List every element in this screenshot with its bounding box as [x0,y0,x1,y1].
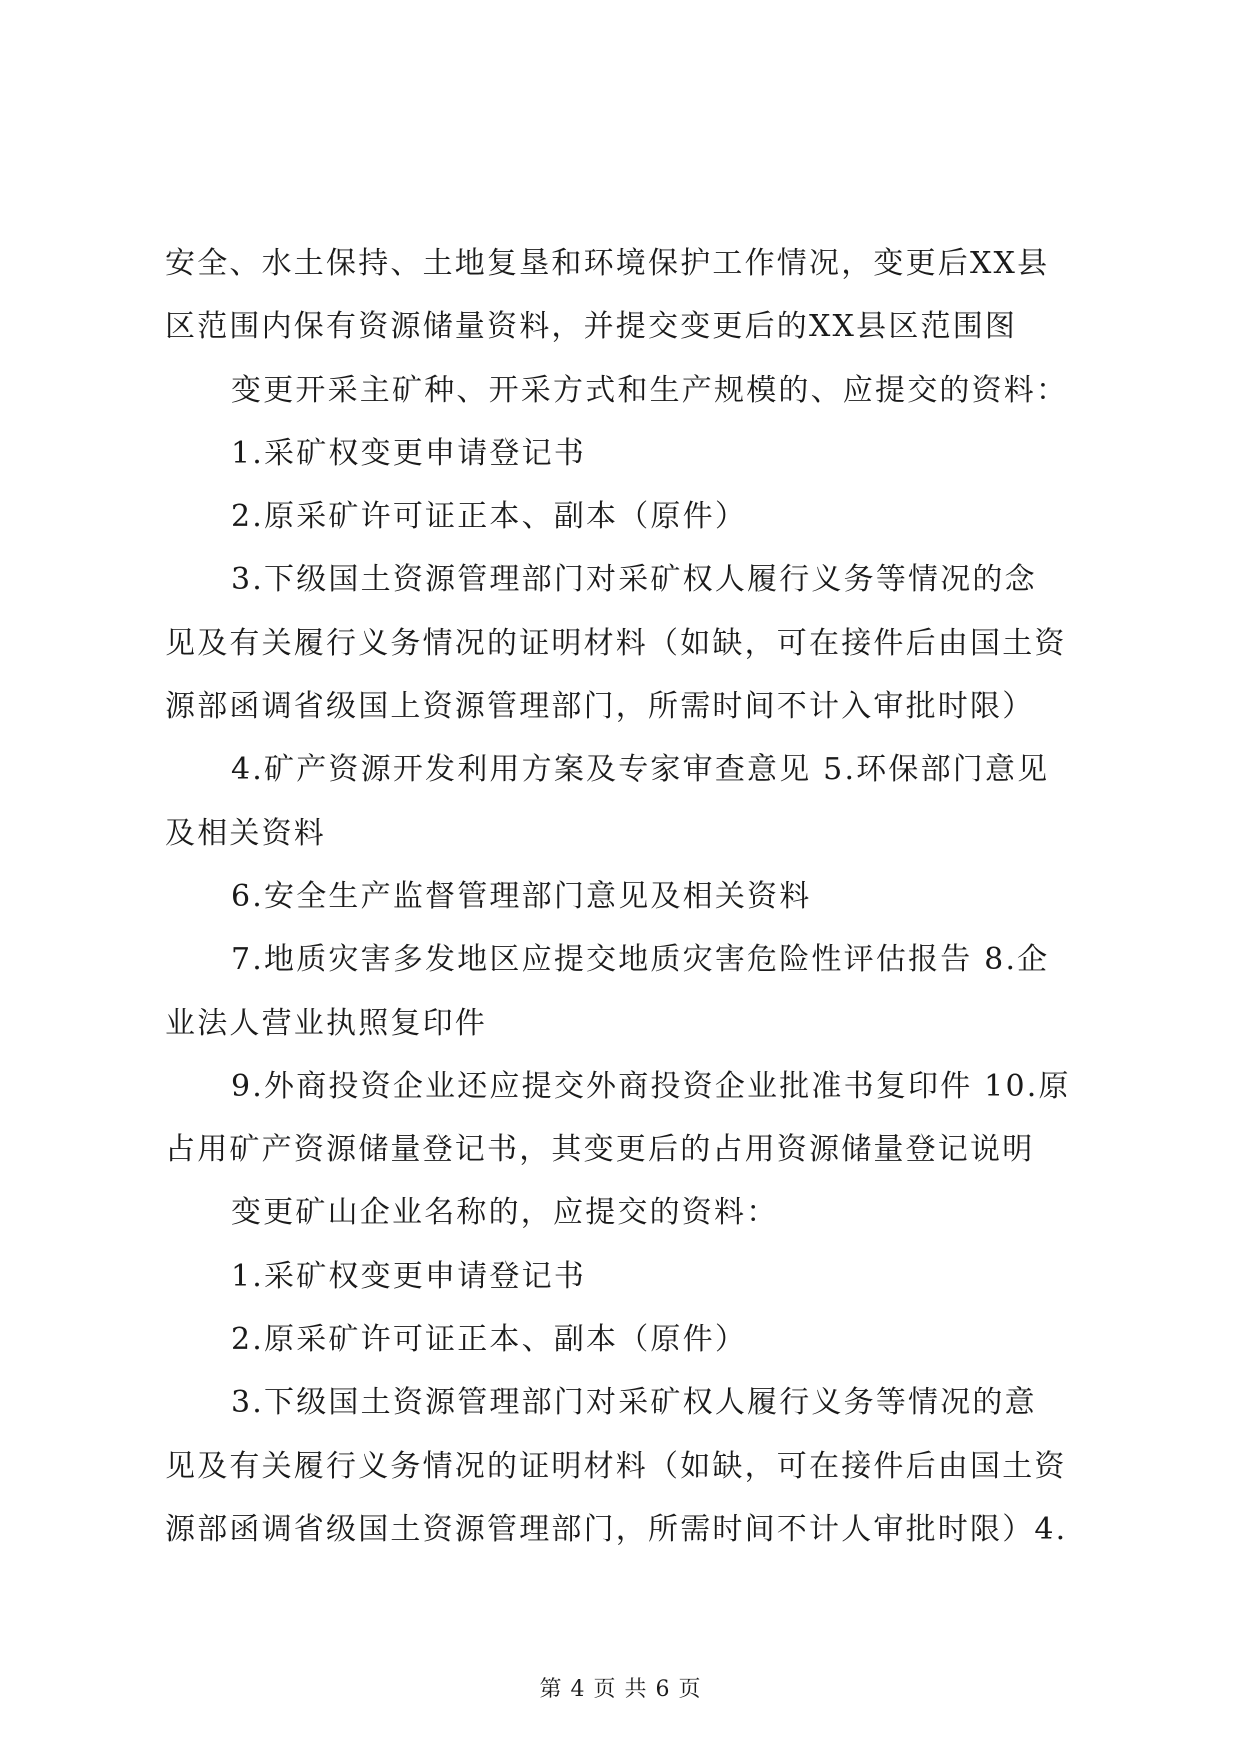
list-item: 7.地质灾害多发地区应提交地质灾害危险性评估报告 8.企 [231,942,1050,978]
text-line: 源部函调省级国上资源管理部门，所需时间不计入审批时限） [165,689,1035,725]
list-item: 2.原采矿许可证正本、副本（原件） [231,1322,748,1358]
document-body [165,232,1095,1561]
list-item: 4.矿产资源开发利用方案及专家审查意见 5.环保部门意见 [231,752,1050,788]
section-heading: 变更开采主矿种、开采方式和生产规模的、应提交的资料： [231,372,1069,408]
text-line: 源部函调省级国土资源管理部门，所需时间不计人审批时限）4. [165,1511,1068,1547]
text-line: 及相关资料 [165,815,326,851]
list-item: 1.采矿权变更申请登记书 [231,1258,587,1294]
page-number-footer: 第 4 页 共 6 页 [539,1677,702,1702]
text-line: 占用矿产资源储量登记书，其变更后的占用资源储量登记说明 [165,1132,1035,1168]
text-line: 区范围内保有资源储量资料，并提交变更后的XX县区范围图 [165,309,1018,345]
list-item: 6.安全生产监督管理部门意见及相关资料 [231,878,812,914]
list-item: 3.下级国土资源管理部门对采矿权人履行义务等情况的意 [231,1385,1037,1421]
list-item: 1.采矿权变更申请登记书 [231,435,587,471]
section-heading: 变更矿山企业名称的，应提交的资料： [231,1195,779,1231]
list-item: 9.外商投资企业还应提交外商投资企业批准书复印件 10.原 [231,1068,1071,1104]
text-line: 安全、水土保持、土地复垦和环境保护工作情况，变更后XX县 [165,246,1050,281]
list-item: 3.下级国土资源管理部门对采矿权人履行义务等情况的念 [231,562,1037,598]
list-item: 2.原采矿许可证正本、副本（原件） [231,499,748,535]
text-line: 见及有关履行义务情况的证明材料（如缺，可在接件后由国土资 [165,1448,1067,1484]
text-line: 见及有关履行义务情况的证明材料（如缺，可在接件后由国土资 [165,625,1067,661]
text-line: 业法人营业执照复印件 [165,1005,487,1041]
